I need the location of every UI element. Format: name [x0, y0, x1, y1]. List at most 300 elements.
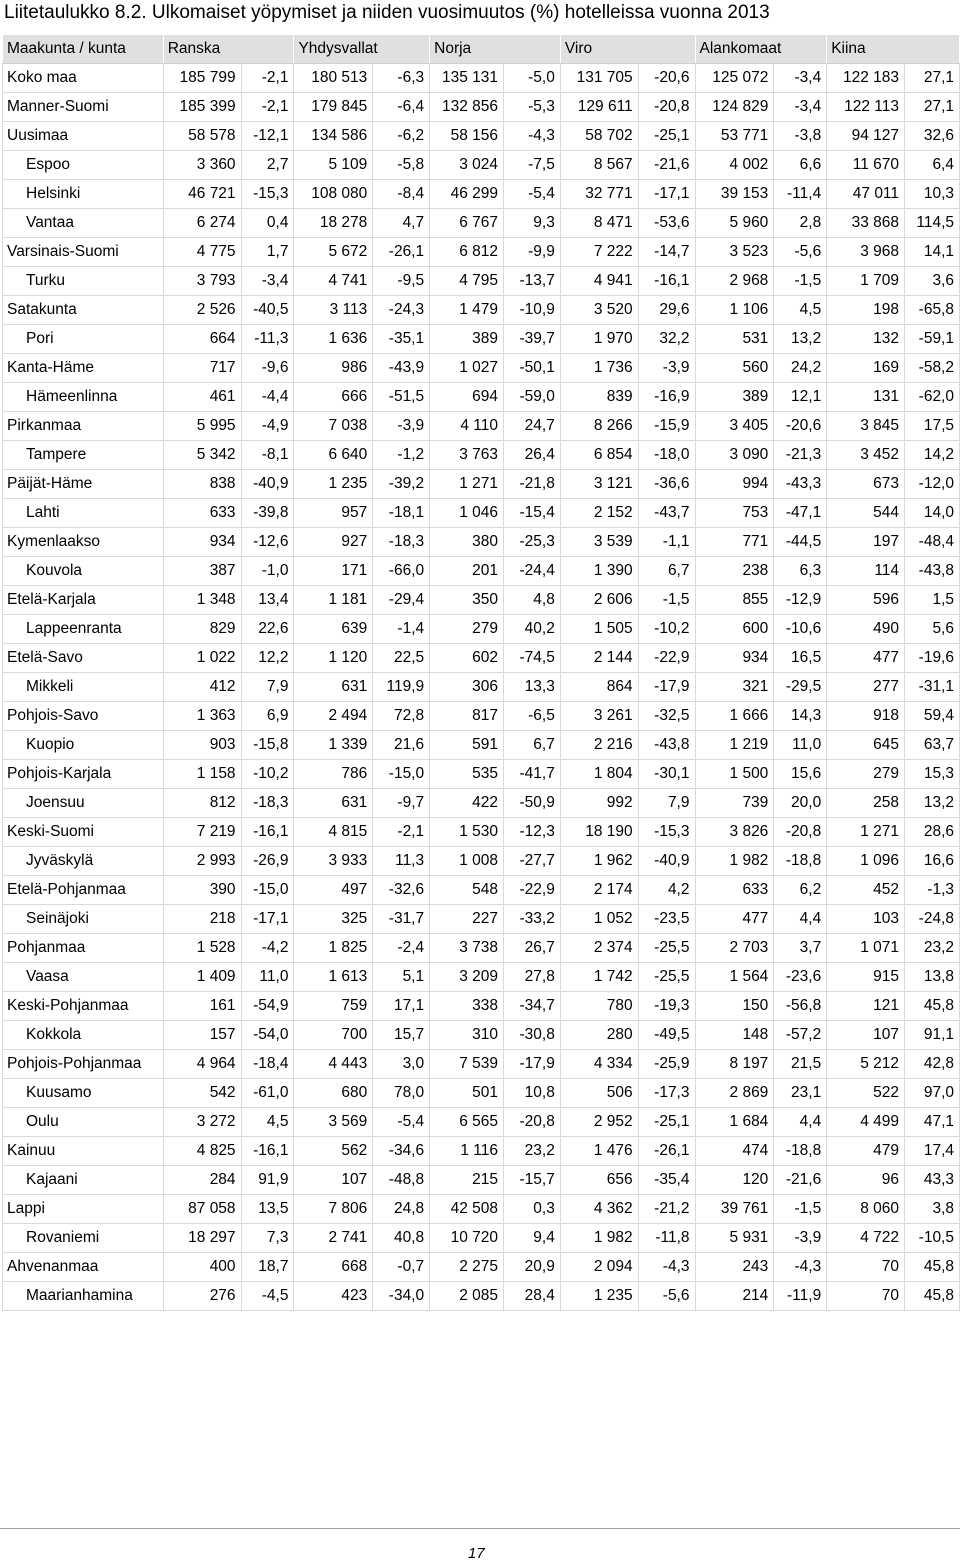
overnights-cell: 8 197 [695, 1050, 774, 1079]
change-percent-cell: -23,6 [774, 963, 827, 992]
overnights-cell: 171 [294, 557, 373, 586]
table-row [3, 586, 960, 615]
change-percent-cell: -17,9 [638, 673, 695, 702]
municipality-label: Hämeenlinna [3, 383, 164, 412]
change-percent-cell: 26,4 [504, 441, 561, 470]
overnights-cell: 934 [695, 644, 774, 673]
overnights-cell: 3 826 [695, 818, 774, 847]
municipality-label: Vantaa [3, 209, 164, 238]
change-percent-cell: -15,3 [638, 818, 695, 847]
overnights-cell: 387 [163, 557, 241, 586]
change-percent-cell: -5,6 [638, 1282, 695, 1311]
change-percent-cell: -2,1 [373, 818, 430, 847]
header-country: Alankomaat [695, 35, 827, 64]
change-percent-cell: -1,4 [373, 615, 430, 644]
change-percent-cell: 1,5 [905, 586, 960, 615]
change-percent-cell: -20,6 [638, 64, 695, 93]
overnights-cell: 3 261 [560, 702, 638, 731]
change-percent-cell: 28,4 [504, 1282, 561, 1311]
overnights-cell: 5 212 [827, 1050, 905, 1079]
change-percent-cell: 6,3 [774, 557, 827, 586]
overnights-cell: 46 721 [163, 180, 241, 209]
change-percent-cell: -15,4 [504, 499, 561, 528]
change-percent-cell: -1,2 [373, 441, 430, 470]
overnights-cell: 2 606 [560, 586, 638, 615]
change-percent-cell: 13,3 [504, 673, 561, 702]
overnights-cell: 3 933 [294, 847, 373, 876]
change-percent-cell: -25,5 [638, 963, 695, 992]
change-percent-cell: 5,1 [373, 963, 430, 992]
overnights-cell: 2 703 [695, 934, 774, 963]
overnights-cell: 39 153 [695, 180, 774, 209]
change-percent-cell: 13,8 [905, 963, 960, 992]
change-percent-cell: -30,8 [504, 1021, 561, 1050]
overnights-cell: 18 190 [560, 818, 638, 847]
change-percent-cell: -34,0 [373, 1282, 430, 1311]
change-percent-cell: 21,6 [373, 731, 430, 760]
table-row [3, 1108, 960, 1137]
change-percent-cell: 119,9 [373, 673, 430, 702]
change-percent-cell: -53,6 [638, 209, 695, 238]
municipality-label: Jyväskylä [3, 847, 164, 876]
change-percent-cell: -3,9 [774, 1224, 827, 1253]
overnights-cell: 1 564 [695, 963, 774, 992]
overnights-cell: 903 [163, 731, 241, 760]
change-percent-cell: -59,0 [504, 383, 561, 412]
table-row [3, 1079, 960, 1108]
overnights-cell: 161 [163, 992, 241, 1021]
overnights-cell: 1 970 [560, 325, 638, 354]
table-row [3, 1253, 960, 1282]
region-label: Manner-Suomi [3, 93, 164, 122]
overnights-cell: 3 520 [560, 296, 638, 325]
overnights-cell: 531 [695, 325, 774, 354]
overnights-cell: 506 [560, 1079, 638, 1108]
overnights-cell: 258 [827, 789, 905, 818]
change-percent-cell: 6,2 [774, 876, 827, 905]
change-percent-cell: -2,4 [373, 934, 430, 963]
table-row [3, 731, 960, 760]
change-percent-cell: -48,4 [905, 528, 960, 557]
overnights-cell: 124 829 [695, 93, 774, 122]
change-percent-cell: -40,9 [241, 470, 294, 499]
overnights-cell: 325 [294, 905, 373, 934]
change-percent-cell: -1,5 [638, 586, 695, 615]
overnights-cell: 1 106 [695, 296, 774, 325]
change-percent-cell: 63,7 [905, 731, 960, 760]
overnights-cell: 5 342 [163, 441, 241, 470]
change-percent-cell: 72,8 [373, 702, 430, 731]
overnights-cell: 7 222 [560, 238, 638, 267]
overnights-cell: 5 109 [294, 151, 373, 180]
header-country: Kiina [827, 35, 960, 64]
overnights-cell: 58 702 [560, 122, 638, 151]
change-percent-cell: -10,6 [774, 615, 827, 644]
overnights-cell: 786 [294, 760, 373, 789]
change-percent-cell: 10,3 [905, 180, 960, 209]
overnights-cell: 2 993 [163, 847, 241, 876]
change-percent-cell: 59,4 [905, 702, 960, 731]
overnights-cell: 1 008 [430, 847, 504, 876]
overnights-cell: 479 [827, 1137, 905, 1166]
overnights-cell: 218 [163, 905, 241, 934]
municipality-label: Kuusamo [3, 1079, 164, 1108]
change-percent-cell: -24,4 [504, 557, 561, 586]
overnights-cell: 3 845 [827, 412, 905, 441]
change-percent-cell: 4,5 [774, 296, 827, 325]
change-percent-cell: -4,3 [774, 1253, 827, 1282]
change-percent-cell: -18,3 [241, 789, 294, 818]
overnights-cell: 474 [695, 1137, 774, 1166]
table-row [3, 905, 960, 934]
overnights-cell: 422 [430, 789, 504, 818]
overnights-cell: 6 812 [430, 238, 504, 267]
region-label: Uusimaa [3, 122, 164, 151]
overnights-cell: 107 [827, 1021, 905, 1050]
table-row [3, 412, 960, 441]
overnights-cell: 103 [827, 905, 905, 934]
overnights-cell: 197 [827, 528, 905, 557]
change-percent-cell: -18,1 [373, 499, 430, 528]
change-percent-cell: -15,0 [241, 876, 294, 905]
change-percent-cell: -20,8 [504, 1108, 561, 1137]
overnights-cell: 122 113 [827, 93, 905, 122]
overnights-cell: 602 [430, 644, 504, 673]
overnights-cell: 2 952 [560, 1108, 638, 1137]
overnights-cell: 4 002 [695, 151, 774, 180]
change-percent-cell: -25,3 [504, 528, 561, 557]
change-percent-cell: -12,3 [504, 818, 561, 847]
change-percent-cell: -5,4 [504, 180, 561, 209]
overnights-cell: 243 [695, 1253, 774, 1282]
overnights-cell: 4 362 [560, 1195, 638, 1224]
overnights-cell: 673 [827, 470, 905, 499]
overnights-cell: 2 094 [560, 1253, 638, 1282]
change-percent-cell: 47,1 [905, 1108, 960, 1137]
overnights-cell: 1 071 [827, 934, 905, 963]
overnights-cell: 1 116 [430, 1137, 504, 1166]
overnights-cell: 5 960 [695, 209, 774, 238]
overnights-cell: 656 [560, 1166, 638, 1195]
table-row [3, 325, 960, 354]
table-row [3, 818, 960, 847]
overnights-cell: 1 052 [560, 905, 638, 934]
change-percent-cell: -3,4 [241, 267, 294, 296]
change-percent-cell: -9,6 [241, 354, 294, 383]
change-percent-cell: 45,8 [905, 992, 960, 1021]
overnights-cell: 1 363 [163, 702, 241, 731]
overnights-cell: 131 705 [560, 64, 638, 93]
change-percent-cell: -1,3 [905, 876, 960, 905]
region-label: Lappi [3, 1195, 164, 1224]
change-percent-cell: 20,0 [774, 789, 827, 818]
overnights-cell: 3 024 [430, 151, 504, 180]
change-percent-cell: -18,8 [774, 847, 827, 876]
table-row [3, 702, 960, 731]
change-percent-cell: -8,4 [373, 180, 430, 209]
overnights-cell: 1 982 [560, 1224, 638, 1253]
change-percent-cell: 24,7 [504, 412, 561, 441]
overnights-cell: 6 274 [163, 209, 241, 238]
overnights-cell: 633 [163, 499, 241, 528]
overnights-cell: 1 390 [560, 557, 638, 586]
overnights-cell: 179 845 [294, 93, 373, 122]
overnights-cell: 1 962 [560, 847, 638, 876]
change-percent-cell: 3,6 [905, 267, 960, 296]
header-region: Maakunta / kunta [3, 35, 164, 64]
change-percent-cell: -3,9 [638, 354, 695, 383]
change-percent-cell: 16,5 [774, 644, 827, 673]
municipality-label: Kokkola [3, 1021, 164, 1050]
change-percent-cell: -35,1 [373, 325, 430, 354]
overnights-cell: 3 738 [430, 934, 504, 963]
change-percent-cell: -5,6 [774, 238, 827, 267]
overnights-cell: 53 771 [695, 122, 774, 151]
overnights-cell: 1 046 [430, 499, 504, 528]
overnights-cell: 753 [695, 499, 774, 528]
table-row [3, 238, 960, 267]
table-row [3, 1166, 960, 1195]
change-percent-cell: -11,4 [774, 180, 827, 209]
change-percent-cell: -22,9 [638, 644, 695, 673]
table-row [3, 760, 960, 789]
change-percent-cell: 4,5 [241, 1108, 294, 1137]
table-row [3, 1021, 960, 1050]
overnights-cell: 227 [430, 905, 504, 934]
overnights-cell: 2 494 [294, 702, 373, 731]
overnights-cell: 87 058 [163, 1195, 241, 1224]
change-percent-cell: -29,4 [373, 586, 430, 615]
change-percent-cell: -15,9 [638, 412, 695, 441]
change-percent-cell: 114,5 [905, 209, 960, 238]
change-percent-cell: -10,5 [905, 1224, 960, 1253]
change-percent-cell: -35,4 [638, 1166, 695, 1195]
change-percent-cell: 16,6 [905, 847, 960, 876]
region-label: Pohjois-Savo [3, 702, 164, 731]
overnights-cell: 107 [294, 1166, 373, 1195]
overnights-cell: 992 [560, 789, 638, 818]
overnights-cell: 108 080 [294, 180, 373, 209]
overnights-cell: 915 [827, 963, 905, 992]
overnights-cell: 664 [163, 325, 241, 354]
table-row [3, 644, 960, 673]
change-percent-cell: -25,9 [638, 1050, 695, 1079]
table-row [3, 354, 960, 383]
change-percent-cell: 14,0 [905, 499, 960, 528]
region-label: Ahvenanmaa [3, 1253, 164, 1282]
change-percent-cell: 45,8 [905, 1282, 960, 1311]
change-percent-cell: -3,4 [774, 64, 827, 93]
table-row [3, 615, 960, 644]
overnights-cell: 7 806 [294, 1195, 373, 1224]
change-percent-cell: 0,4 [241, 209, 294, 238]
region-label: Kainuu [3, 1137, 164, 1166]
change-percent-cell: 4,4 [774, 905, 827, 934]
change-percent-cell: -58,2 [905, 354, 960, 383]
overnights-cell: 350 [430, 586, 504, 615]
header-row [3, 35, 960, 64]
overnights-cell: 986 [294, 354, 373, 383]
overnights-cell: 150 [695, 992, 774, 1021]
overnights-cell: 423 [294, 1282, 373, 1311]
municipality-label: Rovaniemi [3, 1224, 164, 1253]
overnights-cell: 338 [430, 992, 504, 1021]
table-row [3, 1050, 960, 1079]
change-percent-cell: 22,5 [373, 644, 430, 673]
change-percent-cell: -24,8 [905, 905, 960, 934]
change-percent-cell: -21,2 [638, 1195, 695, 1224]
change-percent-cell: -1,5 [774, 267, 827, 296]
change-percent-cell: 2,8 [774, 209, 827, 238]
overnights-cell: 18 297 [163, 1224, 241, 1253]
overnights-cell: 180 513 [294, 64, 373, 93]
overnights-cell: 1 271 [827, 818, 905, 847]
change-percent-cell: -9,9 [504, 238, 561, 267]
change-percent-cell: 26,7 [504, 934, 561, 963]
change-percent-cell: -11,8 [638, 1224, 695, 1253]
change-percent-cell: 13,4 [241, 586, 294, 615]
municipality-label: Mikkeli [3, 673, 164, 702]
change-percent-cell: 91,1 [905, 1021, 960, 1050]
change-percent-cell: -21,3 [774, 441, 827, 470]
change-percent-cell: -12,1 [241, 122, 294, 151]
overnights-cell: 680 [294, 1079, 373, 1108]
change-percent-cell: -5,0 [504, 64, 561, 93]
overnights-cell: 694 [430, 383, 504, 412]
overnights-cell: 2 968 [695, 267, 774, 296]
overnights-cell: 1 181 [294, 586, 373, 615]
table-row [3, 789, 960, 818]
region-label: Etelä-Karjala [3, 586, 164, 615]
change-percent-cell: -39,8 [241, 499, 294, 528]
change-percent-cell: 17,5 [905, 412, 960, 441]
footer-divider [0, 1528, 960, 1529]
change-percent-cell: -21,8 [504, 470, 561, 499]
region-label: Kanta-Häme [3, 354, 164, 383]
change-percent-cell: 32,2 [638, 325, 695, 354]
overnights-cell: 4 941 [560, 267, 638, 296]
overnights-cell: 1 235 [560, 1282, 638, 1311]
overnights-cell: 70 [827, 1253, 905, 1282]
change-percent-cell: -31,1 [905, 673, 960, 702]
overnights-cell: 3 090 [695, 441, 774, 470]
overnights-cell: 477 [827, 644, 905, 673]
change-percent-cell: -26,1 [638, 1137, 695, 1166]
overnights-cell: 6 767 [430, 209, 504, 238]
change-percent-cell: -12,9 [774, 586, 827, 615]
overnights-cell: 1 736 [560, 354, 638, 383]
change-percent-cell: 11,0 [241, 963, 294, 992]
overnights-cell: 3 121 [560, 470, 638, 499]
overnights-cell: 280 [560, 1021, 638, 1050]
table-row [3, 1195, 960, 1224]
change-percent-cell: 20,9 [504, 1253, 561, 1282]
region-label: Pirkanmaa [3, 412, 164, 441]
change-percent-cell: -4,4 [241, 383, 294, 412]
change-percent-cell: 91,9 [241, 1166, 294, 1195]
overnights-cell: 2 085 [430, 1282, 504, 1311]
overnights-cell: 10 720 [430, 1224, 504, 1253]
change-percent-cell: -8,1 [241, 441, 294, 470]
change-percent-cell: 4,8 [504, 586, 561, 615]
overnights-cell: 284 [163, 1166, 241, 1195]
overnights-cell: 120 [695, 1166, 774, 1195]
overnights-cell: 4 825 [163, 1137, 241, 1166]
change-percent-cell: -18,3 [373, 528, 430, 557]
change-percent-cell: -19,3 [638, 992, 695, 1021]
change-percent-cell: 15,7 [373, 1021, 430, 1050]
change-percent-cell: -50,9 [504, 789, 561, 818]
change-percent-cell: 24,8 [373, 1195, 430, 1224]
overnights-cell: 400 [163, 1253, 241, 1282]
overnights-cell: 129 611 [560, 93, 638, 122]
change-percent-cell: -17,1 [638, 180, 695, 209]
table-row [3, 93, 960, 122]
change-percent-cell: -29,5 [774, 673, 827, 702]
change-percent-cell: 43,3 [905, 1166, 960, 1195]
change-percent-cell: 7,9 [638, 789, 695, 818]
change-percent-cell: -43,8 [638, 731, 695, 760]
change-percent-cell: 7,9 [241, 673, 294, 702]
overnights-cell: 1 528 [163, 934, 241, 963]
overnights-cell: 169 [827, 354, 905, 383]
region-label: Pohjois-Karjala [3, 760, 164, 789]
overnights-cell: 389 [430, 325, 504, 354]
overnights-cell: 1 684 [695, 1108, 774, 1137]
change-percent-cell: 24,2 [774, 354, 827, 383]
overnights-cell: 461 [163, 383, 241, 412]
change-percent-cell: -41,7 [504, 760, 561, 789]
change-percent-cell: -47,1 [774, 499, 827, 528]
overnights-cell: 1 709 [827, 267, 905, 296]
change-percent-cell: 27,8 [504, 963, 561, 992]
overnights-cell: 812 [163, 789, 241, 818]
change-percent-cell: -1,1 [638, 528, 695, 557]
overnights-cell: 1 158 [163, 760, 241, 789]
overnights-cell: 631 [294, 789, 373, 818]
header-country: Viro [560, 35, 695, 64]
change-percent-cell: -4,5 [241, 1282, 294, 1311]
overnights-cell: 11 670 [827, 151, 905, 180]
overnights-cell: 3 793 [163, 267, 241, 296]
header-country: Ranska [163, 35, 294, 64]
overnights-cell: 58 578 [163, 122, 241, 151]
overnights-cell: 4 775 [163, 238, 241, 267]
table-row [3, 441, 960, 470]
overnights-cell: 134 586 [294, 122, 373, 151]
region-label: Kymenlaakso [3, 528, 164, 557]
change-percent-cell: -39,7 [504, 325, 561, 354]
overnights-cell: 201 [430, 557, 504, 586]
change-percent-cell: 13,2 [905, 789, 960, 818]
table-row [3, 1224, 960, 1253]
overnights-cell: 4 722 [827, 1224, 905, 1253]
change-percent-cell: 9,4 [504, 1224, 561, 1253]
change-percent-cell: -36,6 [638, 470, 695, 499]
region-label: Etelä-Pohjanmaa [3, 876, 164, 905]
change-percent-cell: -65,8 [905, 296, 960, 325]
overnights-cell: 994 [695, 470, 774, 499]
table-row [3, 180, 960, 209]
table-row [3, 1282, 960, 1311]
overnights-cell: 2 216 [560, 731, 638, 760]
overnights-cell: 666 [294, 383, 373, 412]
municipality-label: Tampere [3, 441, 164, 470]
overnights-cell: 1 666 [695, 702, 774, 731]
overnights-cell: 5 995 [163, 412, 241, 441]
change-percent-cell: -20,8 [774, 818, 827, 847]
change-percent-cell: 11,3 [373, 847, 430, 876]
